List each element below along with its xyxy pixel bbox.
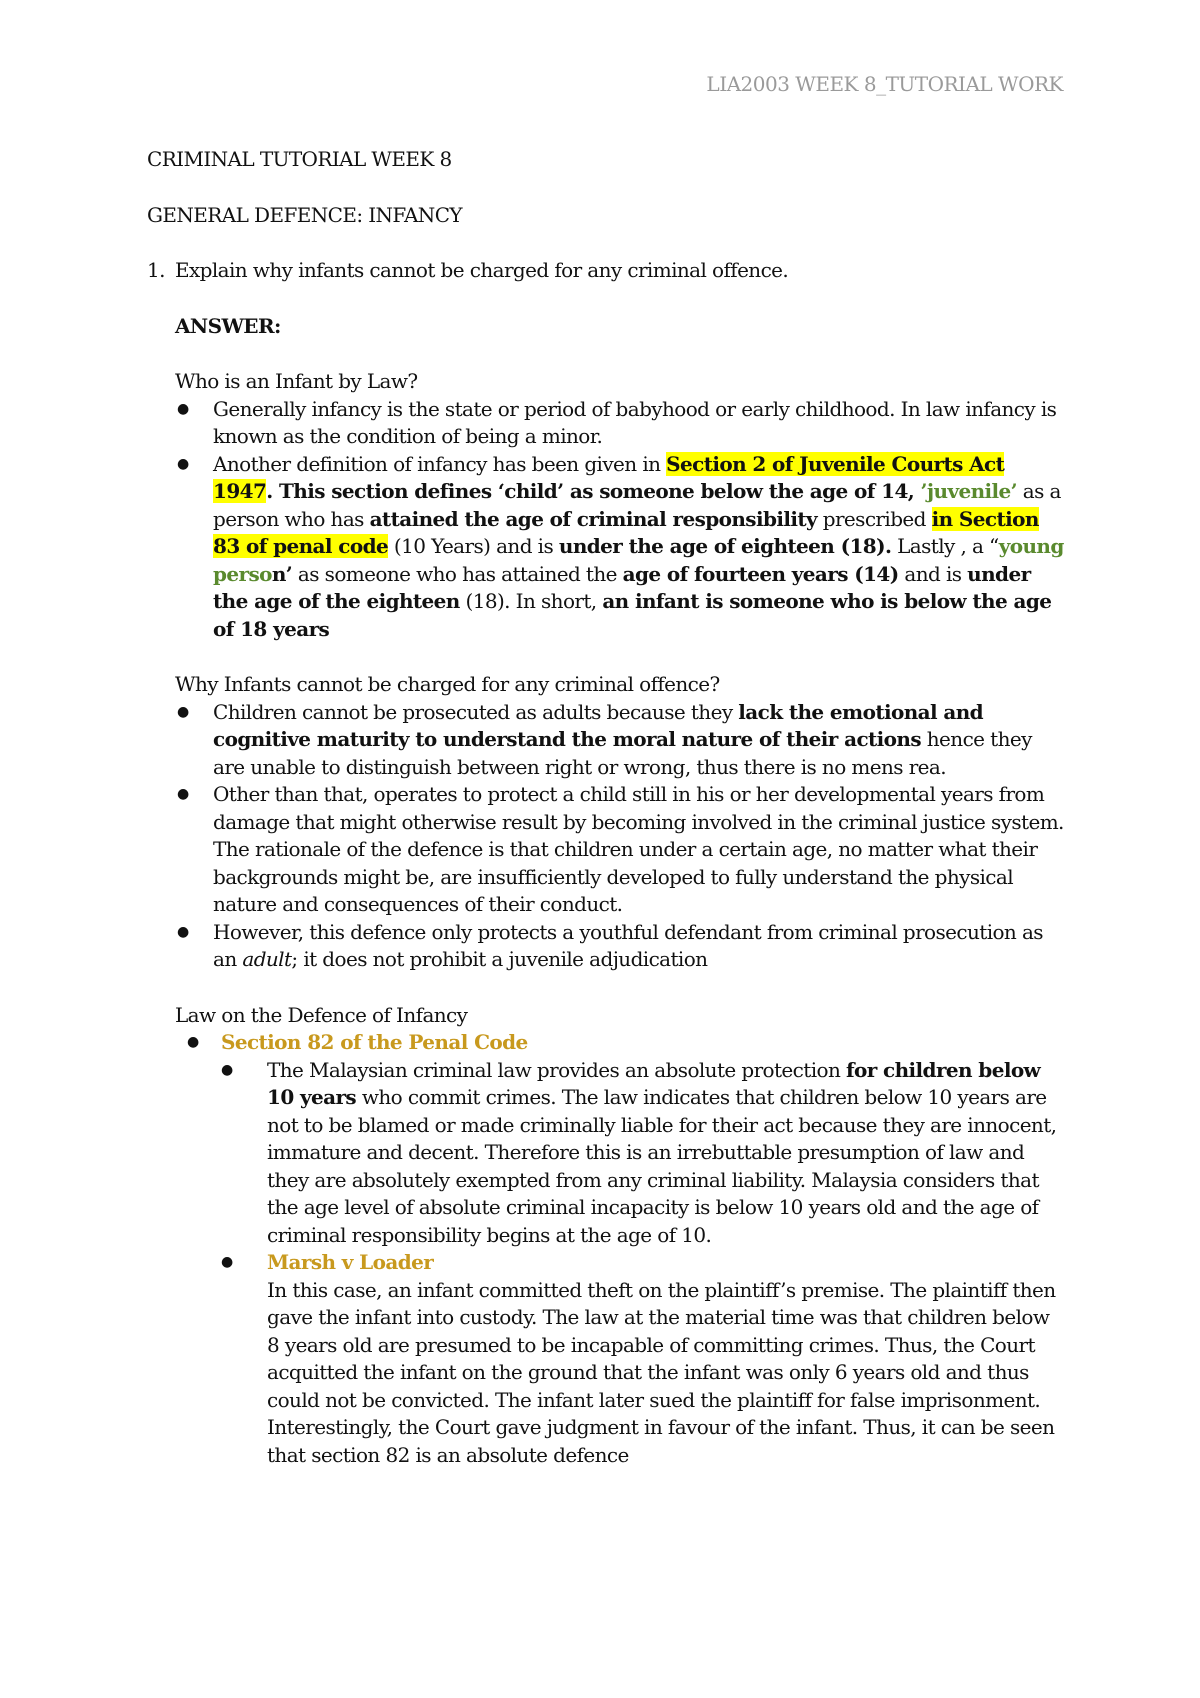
text-run: as someone who has attained the	[292, 561, 623, 586]
text-run: prescribed	[817, 506, 932, 531]
text-run: (18). In short,	[459, 589, 603, 613]
highlight-section-83: in Section 83 of penal code	[213, 506, 1039, 558]
who-bullet-1: Generally infancy is the state or period of babyhood or early childhood. In law infancy is known as the condition of being a minor.	[213, 396, 1057, 448]
document-body	[147, 146, 1067, 1469]
law-heading: Law on the Defence of Infancy	[175, 1002, 468, 1027]
text-run: However, this defence only protects a youthful defendant from criminal prosecution as an	[213, 919, 1043, 971]
case-name: Marsh v Loader	[267, 1250, 434, 1274]
list-item	[175, 699, 1067, 782]
text-run: n’	[271, 561, 293, 586]
list-item	[175, 919, 1067, 974]
who-heading: Who is an Infant by Law?	[175, 369, 418, 393]
text-run: an infant is someone who is below the age of 18 years	[213, 589, 1052, 641]
text-run: The Malaysian criminal law provides an absolute protection	[267, 1057, 846, 1082]
text-run: age of fourteen years (14)	[622, 561, 899, 586]
who-list	[175, 396, 1067, 644]
list-item	[175, 396, 1067, 451]
section-82-heading: Section 82 of the Penal Code	[221, 1030, 528, 1054]
highlight-juvenile-act: Section 2 of Juvenile Courts Act 1947	[213, 451, 1005, 503]
text-run: hence they are unable to distinguish between right or wrong, thus there is no mens rea.	[213, 727, 1032, 779]
text-run: Children cannot be prosecuted as adults because they	[213, 699, 739, 724]
document-title: CRIMINAL TUTORIAL WEEK 8	[147, 147, 452, 171]
text-run: under the age of the eighteen	[213, 561, 1031, 613]
question-number: 1.	[147, 258, 165, 282]
case-text: In this case, an infant committed theft on the plaintiff’s premise. The plaintiff then gave the infant into custody. The law at the material time was that children below 8 years old are presumed to be incapable of committing crimes. Thus, the Court acquitted the infant on the ground that the infant was only 6 years old and thus could not be convicted. The infant later sued the plaintiff for false imprisonment. Interestingly, the Court gave judgment in favour of the infant. Thus, it can be seen that section 82 is an absolute defence	[267, 1277, 1056, 1467]
list-item	[175, 451, 1067, 644]
text-run: under the age of eighteen (18).	[558, 534, 892, 558]
answer-label: ANSWER:	[175, 313, 281, 338]
question-text: Explain why infants cannot be charged for any criminal offence.	[175, 258, 789, 282]
text-run: Another definition of infancy has been given in	[213, 451, 667, 476]
child-definition: ‘child’ as someone below the age of 14	[497, 479, 908, 503]
text-run: for children below 10 years	[267, 1057, 1041, 1109]
text-run: attained the age of criminal responsibility	[369, 506, 818, 531]
document-subtitle: GENERAL DEFENCE: INFANCY	[147, 202, 463, 227]
text-run: adult	[242, 947, 292, 971]
why-heading: Why Infants cannot be charged for any criminal offence?	[175, 672, 720, 696]
young-person-term: young perso	[213, 534, 1064, 586]
text-run: and is	[898, 561, 968, 586]
text-run: who commit crimes. The law indicates that children below 10 years are not to be blamed or made criminally liable for their act because they are innocent, immature and decent. Therefore this is an irrebuttable presumption of law and they are absolutely exempted from any criminal liability. Malaysia considers that the age level of absolute criminal incapacity is below 10 years old and the age of criminal responsibility begins at the age of 10.	[267, 1085, 1057, 1247]
list-item	[221, 1249, 1067, 1469]
text-run: . This section defines	[266, 479, 498, 503]
list-item	[175, 1029, 1067, 1469]
law-list	[175, 1029, 1067, 1469]
answer-block	[175, 313, 1067, 1470]
list-item	[221, 1057, 1067, 1250]
page-header: LIA2003 WEEK 8_TUTORIAL WORK	[706, 72, 1063, 96]
text-run: ; it does not prohibit a juvenile adjudication	[291, 947, 708, 971]
text-run: (10 Years) and is	[388, 534, 559, 558]
section-82-list	[221, 1057, 1067, 1470]
why-bullet-2: Other than that, operates to protect a child still in his or her developmental years from damage that might otherwise result by becoming involved in the criminal justice system. The rationale of the defence is that children under a certain age, no matter what their backgrounds might be, are insufficiently developed to fully understand the physical nature and consequences of their conduct.	[213, 782, 1064, 916]
text-run: Lastly , a “	[891, 534, 999, 558]
text-run: lack the emotional and cognitive maturity to understand the moral nature of their actions	[213, 699, 984, 751]
list-item	[175, 781, 1067, 919]
why-list	[175, 699, 1067, 974]
question-1	[147, 257, 1067, 285]
text-run: as a person who has	[213, 479, 1061, 531]
juvenile-term: ’juvenile’	[920, 479, 1018, 503]
text-run: ,	[907, 479, 921, 503]
